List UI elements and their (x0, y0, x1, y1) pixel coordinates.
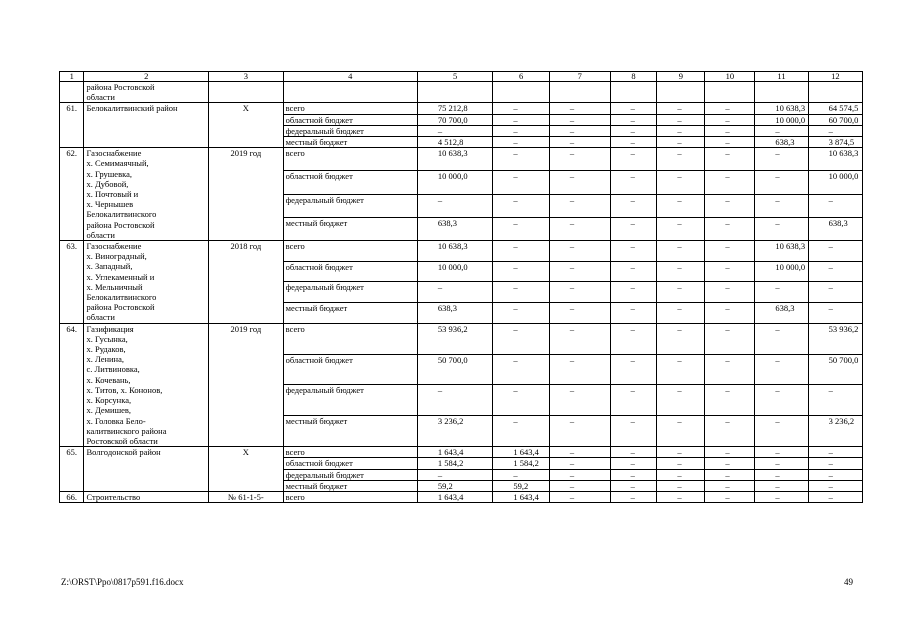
name-line: х. Мельничный (86, 281, 143, 292)
amount-cell: – (657, 491, 705, 502)
amount-cell: – (493, 194, 549, 217)
amount-cell: – (549, 480, 610, 491)
amount-cell: – (493, 469, 549, 480)
amount-cell: – (808, 447, 862, 458)
table-row (60, 241, 863, 262)
amount-cell: – (417, 194, 493, 217)
amount-cell: 10 000,0 (417, 261, 493, 282)
amount-cell: – (493, 171, 549, 194)
budget-source: всего (283, 323, 417, 354)
amount-cell: – (610, 480, 657, 491)
amount-cell: 50 700,0 (417, 354, 493, 385)
name-line: х. Виноградный, (86, 251, 147, 262)
name-line: х. Углекаменный и (86, 271, 155, 282)
amount-cell: – (549, 458, 610, 469)
amount-cell: – (493, 217, 549, 240)
amount-cell: 1 584,2 (417, 458, 493, 469)
amount-cell: 60 700,0 (808, 114, 862, 125)
name-line: х. Ленина, (86, 354, 125, 365)
column-number: 2 (84, 72, 209, 82)
footer-file-path: Z:\ORST\Ppo\0817p591.f16.docx (61, 577, 184, 587)
amount-cell: – (549, 385, 610, 416)
amount-cell: 59,2 (417, 480, 493, 491)
amount-cell: – (808, 125, 862, 136)
amount-cell: – (705, 480, 755, 491)
budget-source: федеральный бюджет (283, 125, 417, 136)
empty-cell (283, 82, 417, 103)
amount-cell: – (549, 103, 610, 114)
amount-cell: – (610, 217, 657, 240)
budget-source: областной бюджет (283, 354, 417, 385)
amount-cell: – (610, 194, 657, 217)
header-row (60, 72, 863, 82)
amount-cell: 1 643,4 (493, 447, 549, 458)
amount-cell: – (755, 125, 808, 136)
amount-cell: – (808, 469, 862, 480)
budget-source: всего (283, 447, 417, 458)
name-line: Газоснабжение (86, 148, 142, 159)
amount-cell: 10 638,3 (417, 148, 493, 171)
amount-cell: – (610, 125, 657, 136)
amount-cell: – (808, 261, 862, 282)
row-number: 62. (60, 148, 84, 241)
name-line: района Ростовской (86, 302, 155, 313)
budget-source: всего (283, 148, 417, 171)
amount-cell: – (657, 323, 705, 354)
amount-cell: – (417, 125, 493, 136)
budget-table (59, 71, 863, 503)
amount-cell: – (705, 194, 755, 217)
amount-cell: 10 638,3 (417, 241, 493, 262)
object-name (84, 241, 209, 324)
amount-cell: – (610, 261, 657, 282)
name-line: х. Корсунка, (86, 395, 132, 406)
budget-source: местный бюджет (283, 416, 417, 447)
column-number: 6 (493, 72, 549, 82)
amount-cell: – (417, 282, 493, 303)
amount-cell: – (705, 458, 755, 469)
amount-cell: 1 643,4 (417, 447, 493, 458)
table-row (60, 447, 863, 458)
name-line: х. Западный, (86, 261, 133, 272)
name-line: х. Демишев, (86, 405, 132, 416)
amount-cell: – (549, 323, 610, 354)
name-line: Белокалитвинский район (86, 103, 178, 114)
amount-cell: 10 000,0 (755, 261, 808, 282)
amount-cell: – (705, 241, 755, 262)
amount-cell: – (705, 385, 755, 416)
amount-cell: – (657, 385, 705, 416)
amount-cell: 638,3 (417, 217, 493, 240)
amount-cell: – (610, 385, 657, 416)
amount-cell: 3 236,2 (808, 416, 862, 447)
amount-cell: – (417, 469, 493, 480)
amount-cell: 1 584,2 (493, 458, 549, 469)
amount-cell: 638,3 (755, 137, 808, 148)
amount-cell: 638,3 (417, 303, 493, 324)
amount-cell: – (755, 354, 808, 385)
name-line: х. Гусынка, (86, 333, 128, 344)
name-line: х. Семимаячный, (86, 158, 149, 169)
empty-cell (657, 82, 705, 103)
amount-cell: – (705, 469, 755, 480)
amount-cell: 70 700,0 (417, 114, 493, 125)
amount-cell: – (705, 282, 755, 303)
continuation-row (60, 82, 863, 103)
amount-cell: – (417, 385, 493, 416)
amount-cell: – (808, 458, 862, 469)
name-line: Белокалитвинского (86, 292, 157, 303)
amount-cell: – (657, 303, 705, 324)
budget-source: всего (283, 491, 417, 502)
amount-cell: – (657, 469, 705, 480)
amount-cell: – (610, 241, 657, 262)
amount-cell: – (493, 303, 549, 324)
amount-cell: – (755, 416, 808, 447)
amount-cell: – (610, 323, 657, 354)
amount-cell: 10 638,3 (755, 241, 808, 262)
budget-source: областной бюджет (283, 114, 417, 125)
footer-page-number: 49 (844, 577, 853, 587)
name-line: Ростовской области (86, 435, 158, 446)
name-line: района Ростовской (86, 219, 155, 230)
row-number: 65. (60, 447, 84, 492)
completion-year: 2019 год (209, 323, 284, 446)
name-line: х. Чернышев (86, 199, 134, 210)
completion-year: Х (209, 447, 284, 492)
amount-cell: 3 236,2 (417, 416, 493, 447)
budget-source: местный бюджет (283, 303, 417, 324)
budget-source: местный бюджет (283, 480, 417, 491)
amount-cell: – (657, 103, 705, 114)
column-number: 3 (209, 72, 284, 82)
amount-cell: – (705, 447, 755, 458)
amount-cell: – (493, 241, 549, 262)
amount-cell: – (755, 282, 808, 303)
empty-cell (60, 82, 84, 103)
name-line: Волгодонской район (86, 447, 161, 458)
amount-cell: – (657, 241, 705, 262)
amount-cell: – (610, 137, 657, 148)
column-number: 1 (60, 72, 84, 82)
amount-cell: 4 512,8 (417, 137, 493, 148)
amount-cell: – (610, 458, 657, 469)
amount-cell: – (808, 491, 862, 502)
amount-cell: – (610, 303, 657, 324)
amount-cell: – (610, 171, 657, 194)
amount-cell: 638,3 (808, 217, 862, 240)
amount-cell: – (549, 282, 610, 303)
name-line: Газификация (86, 323, 134, 334)
amount-cell: – (705, 217, 755, 240)
amount-cell: – (755, 171, 808, 194)
amount-cell: 638,3 (755, 303, 808, 324)
budget-source: областной бюджет (283, 171, 417, 194)
name-line: области (86, 312, 115, 323)
budget-source: всего (283, 241, 417, 262)
amount-cell: – (493, 354, 549, 385)
budget-source: всего (283, 103, 417, 114)
amount-cell: – (755, 447, 808, 458)
amount-cell: – (808, 303, 862, 324)
column-number: 4 (283, 72, 417, 82)
object-name (84, 148, 209, 241)
amount-cell: – (493, 385, 549, 416)
empty-cell (808, 82, 862, 103)
amount-cell: – (755, 323, 808, 354)
budget-source: местный бюджет (283, 137, 417, 148)
column-number: 8 (610, 72, 657, 82)
name-line: Газоснабжение (86, 241, 142, 252)
amount-cell: – (493, 137, 549, 148)
name-line: Белокалитвинского (86, 209, 157, 220)
row-number: 66. (60, 491, 84, 502)
object-name (84, 103, 209, 148)
amount-cell: – (549, 303, 610, 324)
amount-cell: 10 000,0 (417, 171, 493, 194)
amount-cell: – (705, 103, 755, 114)
empty-cell (610, 82, 657, 103)
amount-cell: – (705, 491, 755, 502)
completion-year: № 61-1-5- (209, 491, 284, 502)
column-number: 9 (657, 72, 705, 82)
budget-source: местный бюджет (283, 217, 417, 240)
column-number: 10 (705, 72, 755, 82)
amount-cell: – (808, 480, 862, 491)
object-name (84, 323, 209, 446)
amount-cell: 10 638,3 (808, 148, 862, 171)
amount-cell: – (755, 385, 808, 416)
amount-cell: – (657, 114, 705, 125)
amount-cell: – (549, 171, 610, 194)
amount-cell: – (705, 354, 755, 385)
name-line: х. Дубовой, (86, 178, 129, 189)
amount-cell: – (549, 148, 610, 171)
object-name (84, 447, 209, 492)
amount-cell: – (705, 148, 755, 171)
empty-cell (209, 82, 284, 103)
amount-cell: – (493, 103, 549, 114)
name-line: района Ростовской (86, 82, 155, 92)
column-number: 11 (755, 72, 808, 82)
amount-cell: – (705, 171, 755, 194)
amount-cell: – (610, 469, 657, 480)
amount-cell: – (610, 447, 657, 458)
amount-cell: – (755, 469, 808, 480)
amount-cell: – (705, 303, 755, 324)
amount-cell: – (549, 416, 610, 447)
name-line: х. Головка Бело- (86, 415, 146, 426)
amount-cell: – (493, 114, 549, 125)
amount-cell: – (493, 416, 549, 447)
amount-cell: – (549, 491, 610, 502)
empty-cell (493, 82, 549, 103)
amount-cell: 10 000,0 (808, 171, 862, 194)
continued-object-name (84, 82, 209, 103)
column-number: 12 (808, 72, 862, 82)
amount-cell: – (657, 447, 705, 458)
budget-source: федеральный бюджет (283, 282, 417, 303)
amount-cell: – (549, 354, 610, 385)
amount-cell: – (610, 491, 657, 502)
amount-cell: – (755, 217, 808, 240)
amount-cell: – (549, 137, 610, 148)
name-line: х. Рудаков, (86, 344, 126, 355)
amount-cell: – (657, 282, 705, 303)
empty-cell (755, 82, 808, 103)
amount-cell: – (610, 354, 657, 385)
amount-cell: – (755, 491, 808, 502)
amount-cell: – (705, 125, 755, 136)
amount-cell: – (493, 125, 549, 136)
amount-cell: – (549, 241, 610, 262)
amount-cell: 10 000,0 (755, 114, 808, 125)
amount-cell: 10 638,3 (755, 103, 808, 114)
amount-cell: – (493, 148, 549, 171)
amount-cell: – (657, 480, 705, 491)
amount-cell: – (808, 385, 862, 416)
name-line: Строительство (86, 491, 141, 502)
amount-cell: – (657, 148, 705, 171)
amount-cell: – (549, 114, 610, 125)
amount-cell: 53 936,2 (417, 323, 493, 354)
amount-cell: – (705, 323, 755, 354)
empty-cell (417, 82, 493, 103)
name-line: х. Грушевка, (86, 168, 132, 179)
amount-cell: – (657, 354, 705, 385)
amount-cell: – (610, 416, 657, 447)
amount-cell: – (610, 282, 657, 303)
amount-cell: 64 574,5 (808, 103, 862, 114)
name-line: х. Почтовый и (86, 189, 139, 200)
amount-cell: – (705, 137, 755, 148)
completion-year: 2019 год (209, 148, 284, 241)
amount-cell: – (549, 469, 610, 480)
amount-cell: 50 700,0 (808, 354, 862, 385)
amount-cell: – (808, 282, 862, 303)
amount-cell: – (657, 171, 705, 194)
name-line: х. Кочевань, (86, 374, 131, 385)
amount-cell: – (657, 261, 705, 282)
completion-year: 2018 год (209, 241, 284, 324)
amount-cell: – (549, 125, 610, 136)
object-name (84, 491, 209, 502)
amount-cell: – (657, 125, 705, 136)
table-row (60, 103, 863, 114)
amount-cell: – (808, 194, 862, 217)
empty-cell (705, 82, 755, 103)
amount-cell: – (657, 416, 705, 447)
amount-cell: 3 874,5 (808, 137, 862, 148)
amount-cell: – (549, 447, 610, 458)
amount-cell: – (493, 323, 549, 354)
row-number: 64. (60, 323, 84, 446)
amount-cell: 1 643,4 (493, 491, 549, 502)
amount-cell: – (610, 103, 657, 114)
amount-cell: – (657, 458, 705, 469)
amount-cell: – (657, 137, 705, 148)
amount-cell: – (493, 282, 549, 303)
name-line: калитвинского района (86, 425, 167, 436)
amount-cell: – (755, 458, 808, 469)
name-line: области (86, 92, 115, 103)
budget-source: федеральный бюджет (283, 194, 417, 217)
column-number: 5 (417, 72, 493, 82)
amount-cell: – (549, 217, 610, 240)
amount-cell: 53 936,2 (808, 323, 862, 354)
amount-cell: – (755, 194, 808, 217)
name-line: области (86, 229, 115, 240)
amount-cell: – (657, 194, 705, 217)
amount-cell: 1 643,4 (417, 491, 493, 502)
name-line: с. Литвиновка, (86, 364, 140, 375)
amount-cell: – (610, 148, 657, 171)
amount-cell: – (705, 416, 755, 447)
table-row (60, 323, 863, 354)
table-row (60, 148, 863, 171)
amount-cell: – (493, 261, 549, 282)
amount-cell: – (549, 194, 610, 217)
budget-source: областной бюджет (283, 458, 417, 469)
empty-cell (549, 82, 610, 103)
amount-cell: – (808, 241, 862, 262)
amount-cell: 59,2 (493, 480, 549, 491)
budget-source: областной бюджет (283, 261, 417, 282)
amount-cell: – (705, 114, 755, 125)
row-number: 61. (60, 103, 84, 148)
amount-cell: – (705, 261, 755, 282)
row-number: 63. (60, 241, 84, 324)
budget-source: федеральный бюджет (283, 469, 417, 480)
budget-source: федеральный бюджет (283, 385, 417, 416)
amount-cell: – (755, 148, 808, 171)
amount-cell: – (755, 480, 808, 491)
name-line: х. Титов, х. Кононов, (86, 384, 163, 395)
table-row (60, 491, 863, 502)
amount-cell: 75 212,8 (417, 103, 493, 114)
column-number: 7 (549, 72, 610, 82)
completion-year: Х (209, 103, 284, 148)
amount-cell: – (549, 261, 610, 282)
amount-cell: – (657, 217, 705, 240)
amount-cell: – (610, 114, 657, 125)
